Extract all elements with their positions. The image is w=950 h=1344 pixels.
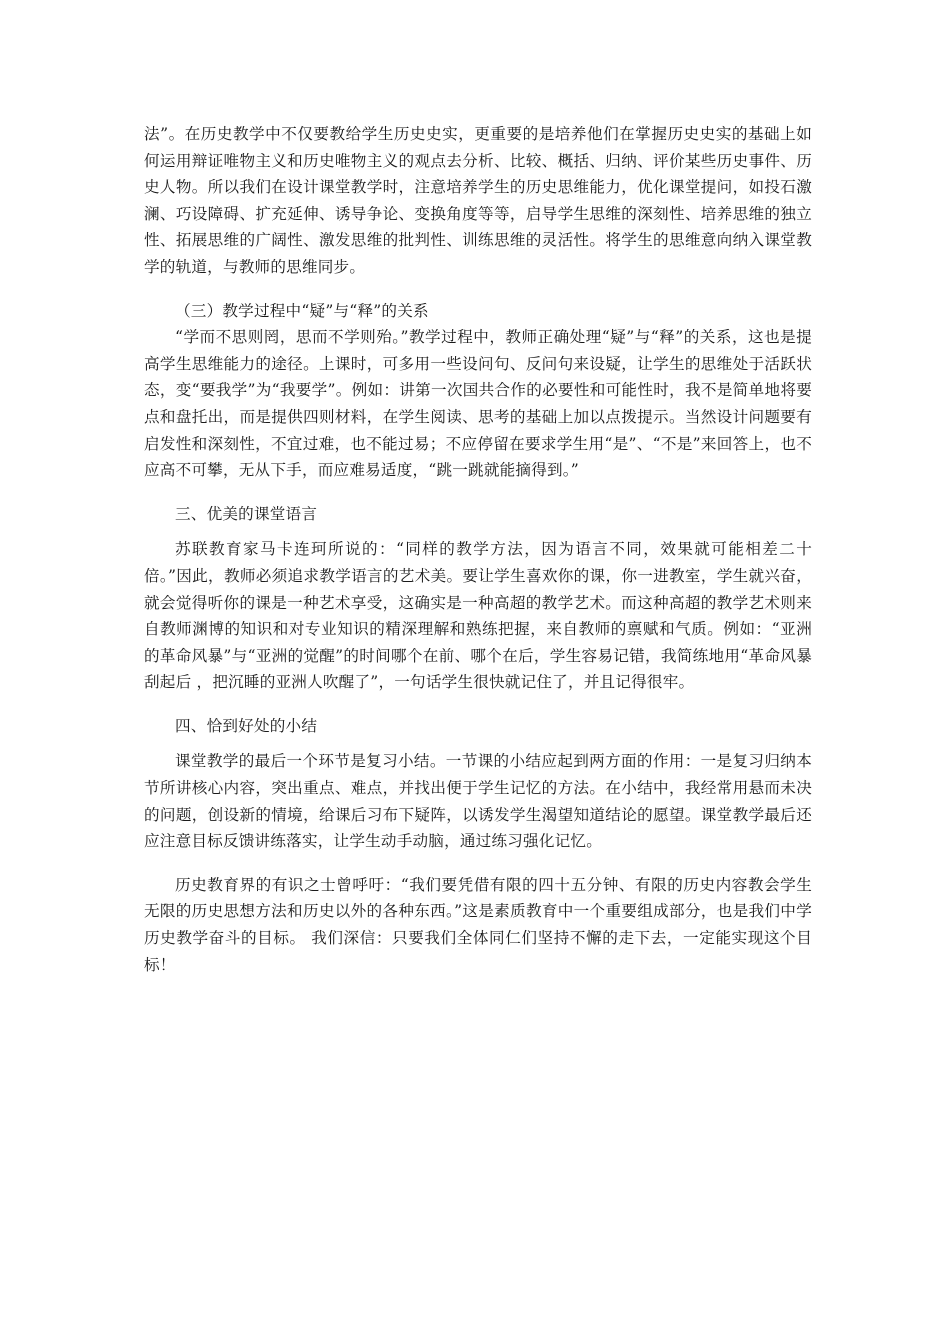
paragraph-section-3-3: “学而不思则罔，思而不学则殆。”教学过程中，教师正确处理“疑”与“释”的关系，这也是提高学生思维能力的途径。上课时，可多用一些设问句、反问句来设疑，让学生的思维处于活跃状态，变“要我学”为“我要学”。例如：讲第一次国共合作的必要性和可能性时，我不是简单地将要点和盘托出，而是提供四则材料，在学生阅读、思考的基础上加以点拨提示。当然设计问题要有启发性和深刻性，不宜过难，也不能过易；不应停留在要求学生用“是”、“不是”来回答上，也不应高不可攀，无从下手，而应难易适度，“跳一跳就能摘得到。” xyxy=(144,328,812,480)
heading-section-3-3: （三）教学过程中“疑”与“释”的关系 xyxy=(175,301,429,320)
paragraph-section-3: 苏联教育家马卡连珂所说的：“同样的教学方法，因为语言不同，效果就可能相差二十倍。”因此，教师必须追求教学语言的艺术美。要让学生喜欢你的课，你一进教室，学生就兴奋，就会觉得听你的课是一种艺术享受，这确实是一种高超的教学艺术。而这种高超的教学艺术则来自教师渊博的知识和对专业知识的精深理解和熟练把握，来自教师的禀赋和气质。例如：“亚洲的革命风暴”与“亚洲的觉醒”的时间哪个在前、哪个在后，学生容易记错，我简练地用“革命风暴刮起后 ，把沉睡的亚洲人吹醒了”，一句话学生很快就记住了，并且记得很牢。 xyxy=(144,540,812,692)
heading-section-4: 四、恰到好处的小结 xyxy=(175,716,318,735)
paragraph-section-4: 课堂教学的最后一个环节是复习小结。一节课的小结应起到两方面的作用：一是复习归纳本节所讲核心内容，突出重点、难点，并找出便于学生记忆的方法。在小结中，我经常用悬而未决的问题，创设新的情境，给课后习布下疑阵，以诱发学生渴望知道结论的愿望。课堂教学最后还应注意目标反馈讲练落实，让学生动手动脑，通过练习强化记忆。 xyxy=(144,752,812,851)
paragraph-intro: 法”。在历史教学中不仅要教给学生历史史实，更重要的是培养他们在掌握历史史实的基础上如何运用辩证唯物主义和历史唯物主义的观点去分析、比较、概括、归纳、评价某些历史事件、历史人物。所以我们在设计课堂教学时，注意培养学生的历史思维能力，优化课堂提问，如投石激澜、巧设障碍、扩充延伸、诱导争论、变换角度等等，启导学生思维的深刻性、培养思维的独立性、拓展思维的广阔性、激发思维的批判性、训练思维的灵活性。将学生的思维意向纳入课堂教学的轨道，与教师的思维同步。 xyxy=(144,125,812,276)
paragraph-conclusion: 历史教育界的有识之士曾呼吁：“我们要凭借有限的四十五分钟、有限的历史内容教会学生无限的历史思想方法和历史以外的各种东西。”这是素质教育中一个重要组成部分，也是我们中学历史教学奋斗的目标。 我们深信：只要我们全体同仁们坚持不懈的走下去，一定能实现这个目标！ xyxy=(144,875,812,974)
document-page xyxy=(144,121,812,978)
heading-section-3: 三、优美的课堂语言 xyxy=(175,504,318,523)
